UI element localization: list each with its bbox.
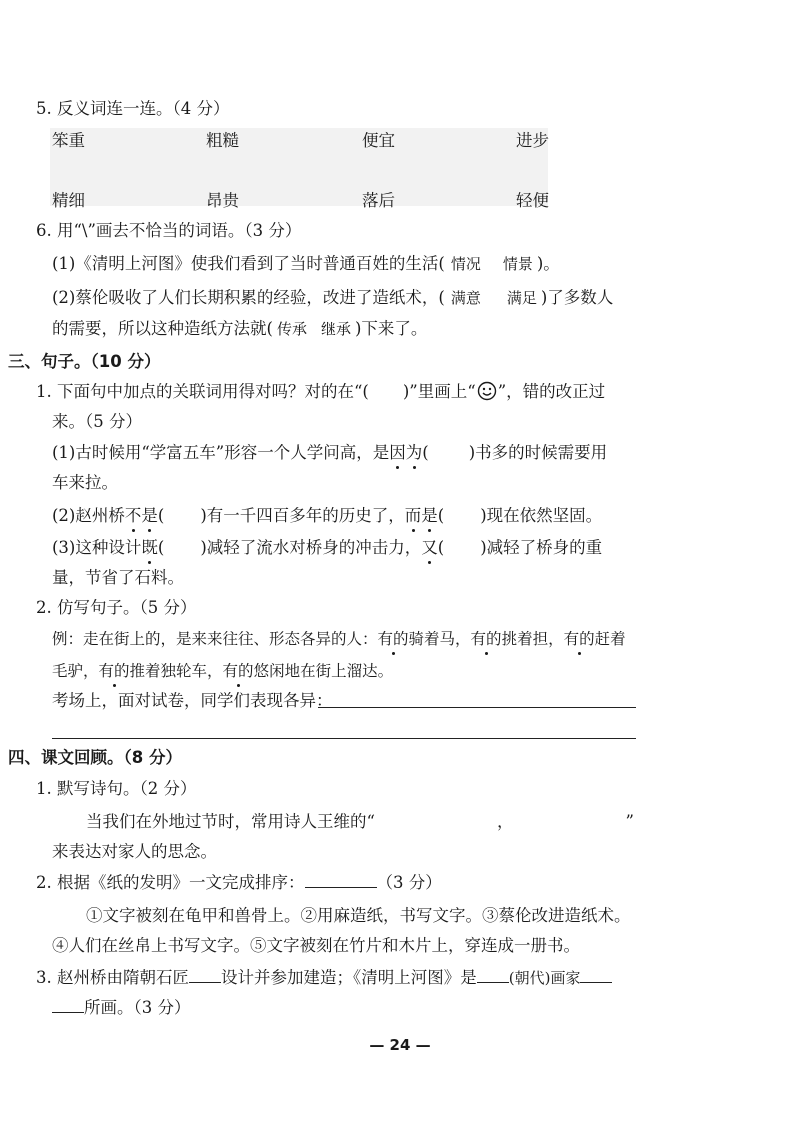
example-text: 毛驴， (52, 662, 99, 680)
q6-item-2-cont (52, 318, 427, 340)
sentence-text: ( (437, 538, 445, 557)
sentence-text: )减轻了流水对桥身的冲击力， (200, 538, 422, 557)
sentence-text: )现在依然坚固。 (480, 506, 603, 525)
answer-line[interactable] (318, 707, 636, 708)
smiley-icon (477, 381, 497, 401)
fill-blank[interactable] (52, 996, 84, 1013)
dotted-conjunction: 是 (421, 506, 438, 525)
q6-item2-text: (2)蔡伦吸收了人们长期积累的经验，改进了造纸术，( (52, 288, 445, 307)
s4-q3-text: 3. 赵州桥由隋朝石匠 (36, 968, 189, 987)
s3-q2-title: 2. 仿写句子。（5 分） (36, 598, 197, 617)
order-blank[interactable] (305, 871, 377, 888)
dotted-conjunction: 是 (141, 506, 158, 525)
s4-q3-line2 (52, 996, 191, 1019)
antonym-word[interactable]: 精细 (52, 191, 85, 210)
antonym-word[interactable]: 便宜 (362, 131, 395, 150)
dotted-word: 有的 (98, 662, 130, 680)
sentence-text: ( (422, 443, 429, 462)
page-number: — 24 — (369, 1036, 431, 1054)
s4-q3-text: 所画。（3 分） (84, 998, 191, 1017)
antonym-word[interactable]: 落后 (362, 191, 395, 210)
sentence-text: (1)古时候用“学富五车”形容一个人学问高，是 (52, 443, 390, 462)
s4-q2-line2: ④人们在丝帛上书写文字。⑤文字被刻在竹片和木片上，穿连成一册书。 (52, 936, 580, 955)
s4-q1-line2: 来表达对家人的思念。 (52, 842, 217, 861)
s3-sentence-1 (52, 442, 607, 464)
example-text: 骑着马， (408, 630, 471, 648)
s3-sentence-3 (52, 537, 602, 559)
fill-blank[interactable] (189, 966, 221, 983)
antonym-word[interactable]: 粗糙 (206, 131, 239, 150)
sentence-text: ( (157, 506, 165, 525)
dotted-word: 有的 (377, 630, 409, 648)
s4-q2-line1: ①文字被刻在龟甲和兽骨上。②用麻造纸，书写文字。③蔡伦改进造纸术。 (86, 906, 631, 925)
fill-blank[interactable] (477, 966, 509, 983)
antonym-word[interactable]: 笨重 (52, 131, 85, 150)
dotted-conjunction: 又 (421, 538, 438, 557)
example-text: 挑着担， (501, 630, 564, 648)
sentence-text: (2)赵州桥 (52, 506, 125, 525)
word-option[interactable]: 情况 (450, 255, 481, 273)
q6-title: 6. 用“\”画去不恰当的词语。（3 分） (36, 221, 302, 240)
example-text: 悠闲地在街上溜达。 (253, 662, 394, 680)
s4-q1-title: 1. 默写诗句。（2 分） (36, 779, 197, 798)
sentence-text: ( (157, 538, 165, 557)
word-option[interactable]: 满意 (450, 289, 481, 307)
example-line-1 (52, 628, 626, 650)
s3-q1-text: 1. 下面句中加点的关联词用得对吗？对的在“( (36, 382, 369, 401)
s3-q1-line1 (36, 381, 605, 403)
dotted-conjunction: 为 (405, 443, 423, 462)
antonym-word[interactable]: 昂贵 (206, 191, 239, 210)
s3-sentence-3-cont: 量，节省了石料。 (52, 568, 184, 587)
example-line-2 (52, 660, 393, 682)
poem-text: ， (496, 812, 514, 831)
s4-q1-line1 (86, 811, 634, 833)
s4-q3-text: 设计并参加建造；《清明上河图》是 (221, 968, 477, 987)
answer-line[interactable] (52, 738, 636, 739)
example-text: 赶着 (594, 630, 626, 648)
sentence-text: )有一千四百多年的历史了， (200, 506, 405, 525)
q6-item1-end: )。 (536, 254, 560, 273)
s4-q3-line1 (36, 966, 612, 989)
antonym-word[interactable]: 进步 (516, 131, 549, 150)
poem-text: ” (625, 812, 634, 831)
dotted-conjunction: 既 (141, 538, 158, 557)
imitation-prompt: 考场上，面对试卷，同学们表现各异： (52, 691, 333, 710)
s3-q1-text: )”里画上“ (402, 382, 476, 401)
q6-item2-end: )了多数人 (540, 288, 614, 307)
q6-item-1 (52, 253, 560, 275)
q6-item2b-end: )下来了。 (354, 319, 428, 338)
s3-sentence-2 (52, 505, 602, 527)
section-4-title: 四、课文回顾。（8 分） (8, 748, 182, 767)
s4-q2-title (36, 871, 442, 894)
word-option[interactable]: 传承 (276, 320, 307, 338)
fill-blank[interactable] (580, 966, 612, 983)
dotted-word: 有的 (470, 630, 502, 648)
q6-item2b-text: 的需要，所以这种造纸方法就( (52, 319, 273, 338)
antonym-word[interactable]: 轻便 (516, 191, 549, 210)
q5-title: 5. 反义词连一连。（4 分） (36, 99, 230, 118)
sentence-text: )书多的时候需要用 (468, 443, 608, 462)
s3-sentence-1-cont: 车来拉。 (52, 473, 118, 492)
s3-q1-text: ”，错的改正过 (497, 382, 606, 401)
word-option[interactable]: 满足 (506, 289, 537, 307)
sentence-text: )减轻了桥身的重 (480, 538, 603, 557)
sentence-text: (3)这种设计 (52, 538, 142, 557)
word-option[interactable]: 情景 (502, 255, 533, 273)
example-text: 例：走在街上的，是来来往往、形态各异的人： (52, 630, 378, 648)
dotted-word: 有的 (563, 630, 595, 648)
dotted-word: 有的 (222, 662, 254, 680)
poem-text: 当我们在外地过节时，常用诗人王维的“ (86, 812, 375, 831)
q6-item1-text: (1)《清明上河图》使我们看到了当时普通百姓的生活( (52, 254, 445, 273)
dotted-conjunction: 而 (404, 506, 422, 525)
example-text: 推着独轮车， (129, 662, 223, 680)
word-option[interactable]: 继承 (320, 320, 351, 338)
antonym-grid (50, 128, 549, 210)
s4-q3-text: (朝代)画家 (508, 969, 581, 987)
s4-q2-text: 2. 根据《纸的发明》一文完成排序： (36, 873, 305, 892)
dotted-conjunction: 不 (124, 506, 142, 525)
q6-item-2 (52, 287, 613, 309)
sentence-text: ( (437, 506, 445, 525)
dotted-conjunction: 因 (389, 443, 406, 462)
s3-q1-line2: 来。（5 分） (52, 412, 142, 431)
s4-q2-text: （3 分） (376, 873, 442, 892)
section-3-title: 三、句子。（10 分） (8, 352, 161, 371)
